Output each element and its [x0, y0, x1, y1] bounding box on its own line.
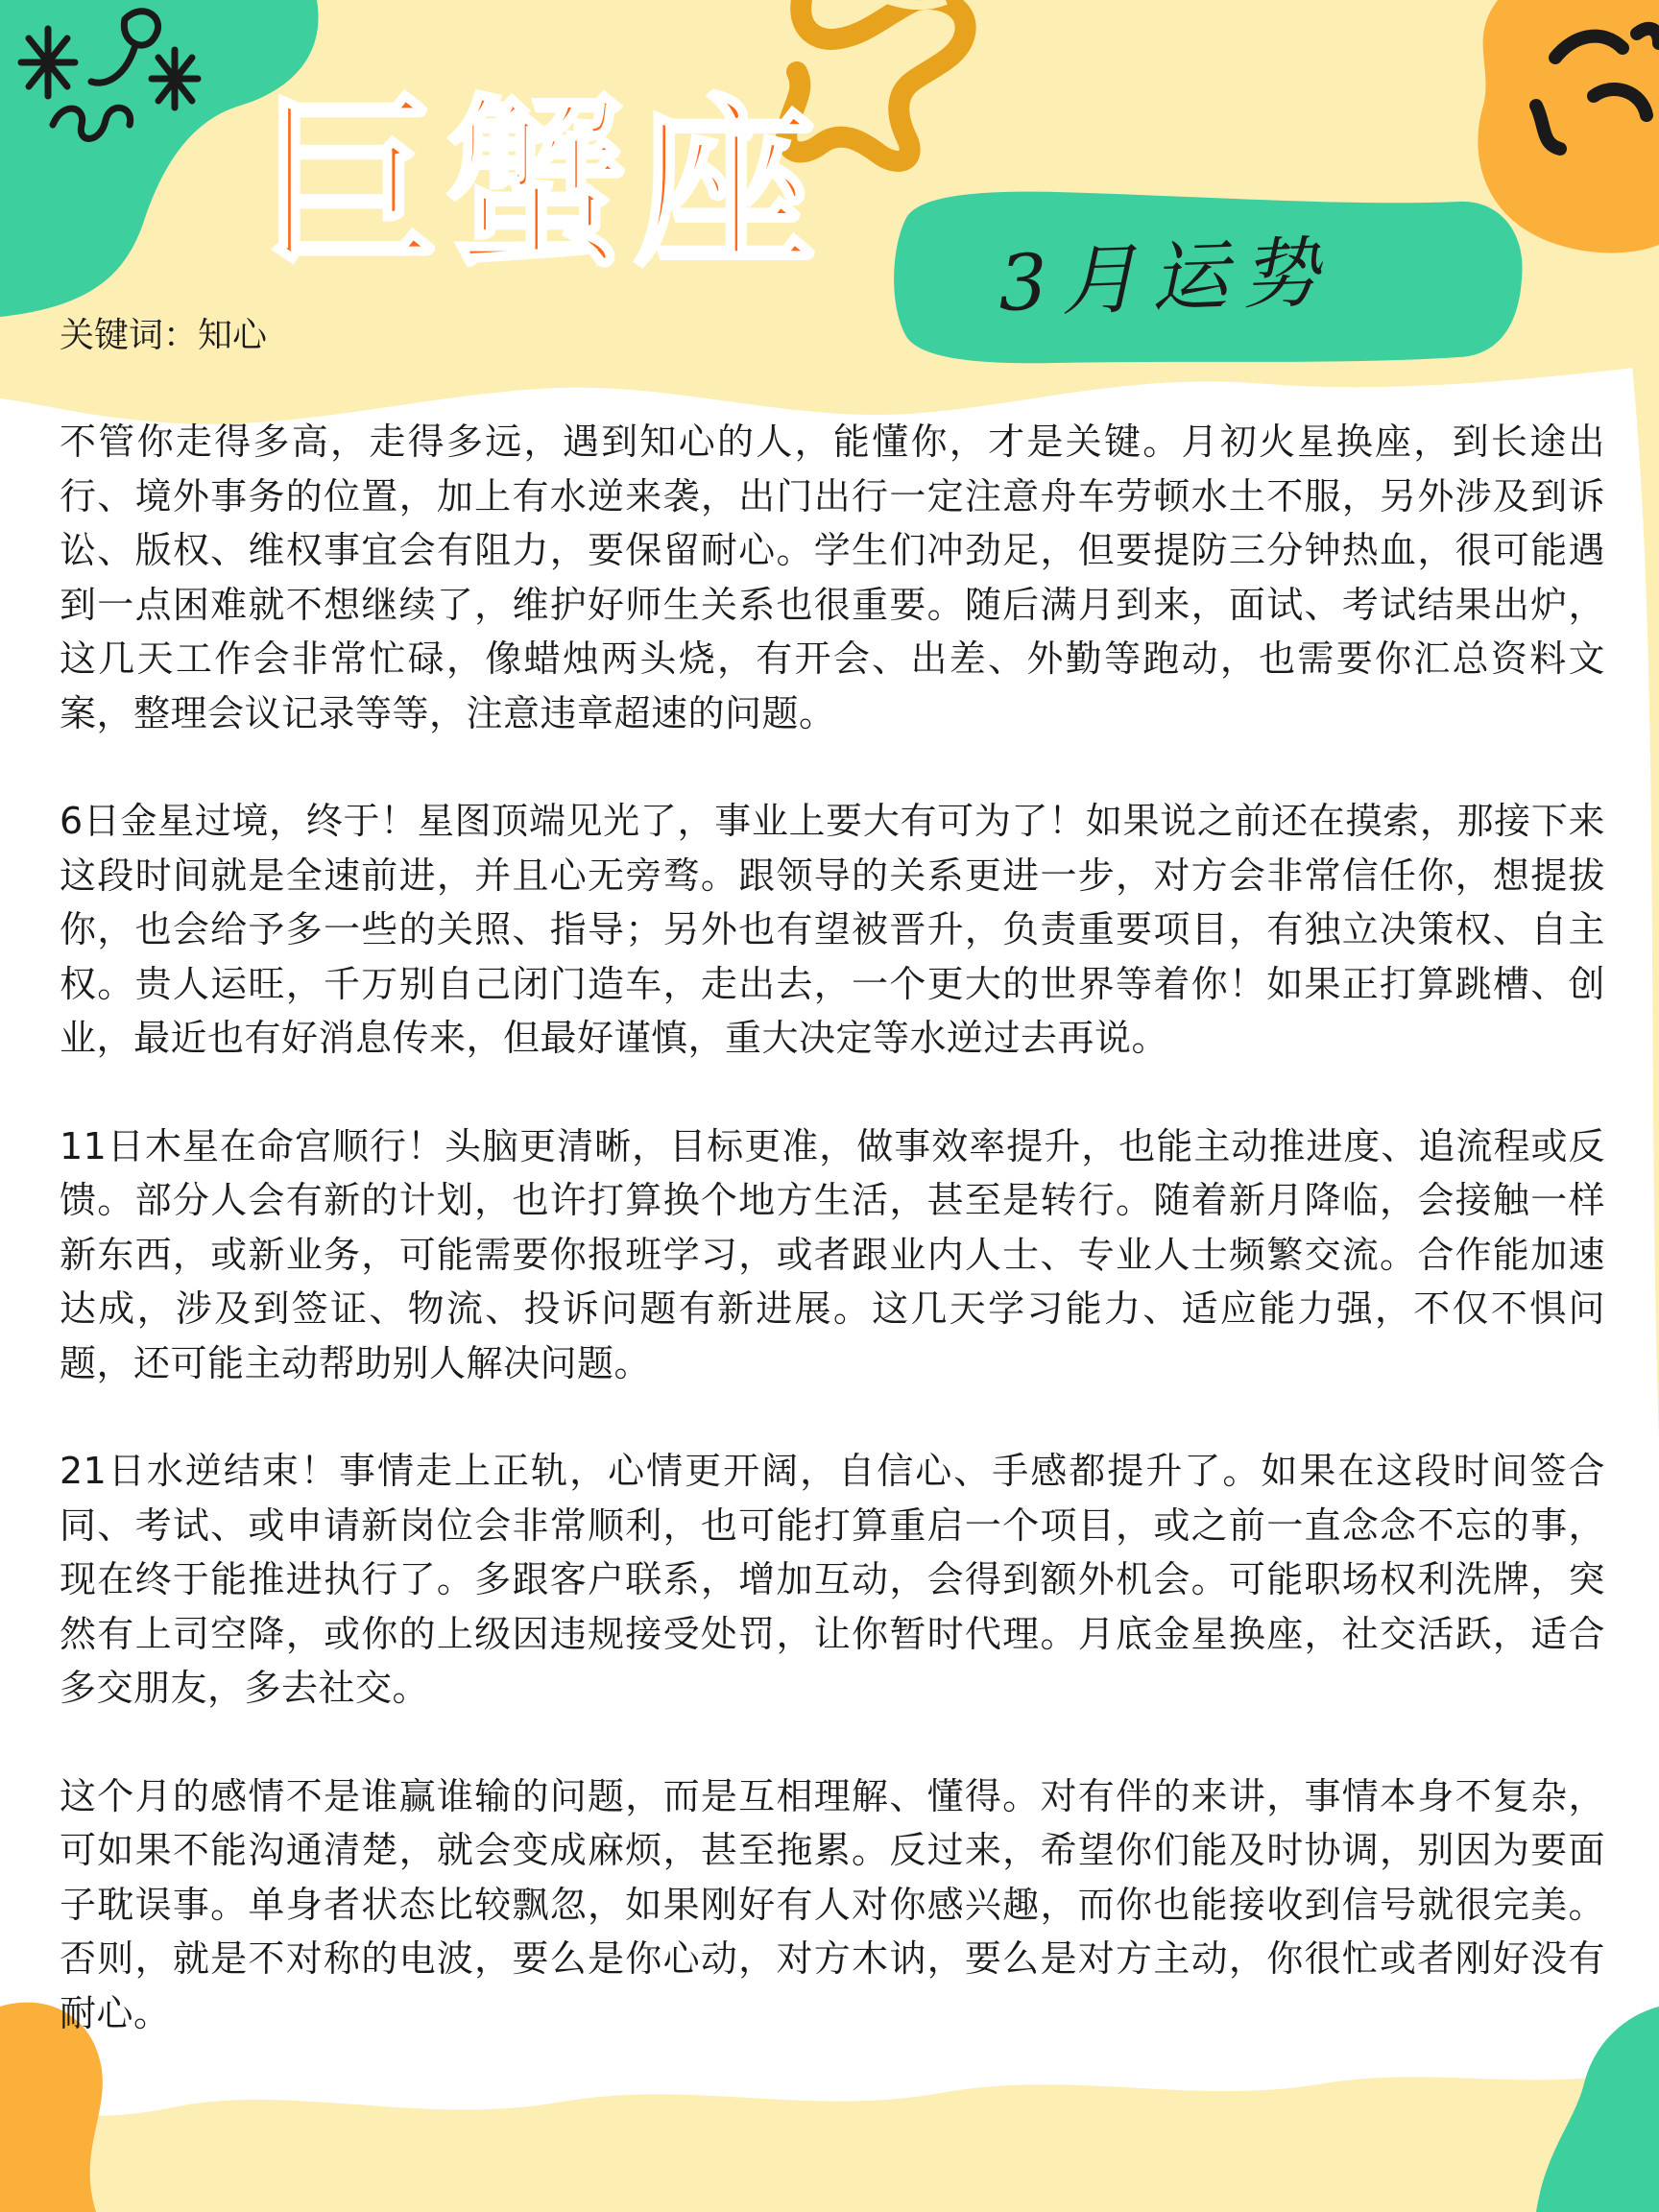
- paragraph-4: 21日水逆结束！事情走上正轨，心情更开阔，自信心、手感都提升了。如果在这段时间签合同、考试、或申请新岗位会非常顺利，也可能打算重启一个项目，或之前一直念念不忘的事，现在终于能推进执行了。多跟客户联系，增加互动，会得到额外机会。可能职场权利洗牌，突然有上司空降，或你的上级因违规接受处罚，让你暂时代理。月底金星换座，社交活跃，适合多交朋友，多去社交。: [60, 1450, 1605, 1709]
- article-body: [60, 415, 1605, 2094]
- paragraph-1: 不管你走得多高，走得多远，遇到知心的人，能懂你，才是关键。月初火星换座，到长途出行、境外事务的位置，加上有水逆来袭，出门出行一定注意舟车劳顿水土不服，另外涉及到诉讼、版权、维权事宜会有阻力，要保留耐心。学生们冲劲足，但要提防三分钟热血，很可能遇到一点困难就不想继续了，维护好师生关系也很重要。随后满月到来，面试、考试结果出炉，这几天工作会非常忙碌，像蜡烛两头烧，有开会、出差、外勤等跑动，也需要你汇总资料文案，整理会议记录等等，注意违章超速的问题。: [60, 421, 1605, 734]
- paragraph-2: 6日金星过境，终于！星图顶端见光了，事业上要大有可为了！如果说之前还在摸索，那接下来这段时间就是全速前进，并且心无旁骛。跟领导的关系更进一步，对方会非常信任你，想提拔你，也会给予多一些的关照、指导；另外也有望被晋升，负责重要项目，有独立决策权、自主权。贵人运旺，千万别自己闭门造车，走出去，一个更大的世界等着你！如果正打算跳槽、创业，最近也有好消息传来，但最好谨慎，重大决定等水逆过去再说。: [60, 800, 1605, 1059]
- subtitle-month-fortune: 3月运势: [997, 227, 1334, 329]
- cream-right-strip: [1632, 365, 1659, 1440]
- asterisk-doodle-1: [21, 29, 75, 96]
- page-title: 巨蟹座: [257, 79, 823, 291]
- paragraph-3: 11日木星在命宫顺行！头脑更清晰，目标更准，做事效率提升，也能主动推进度、追流程或反馈。部分人会有新的计划，也许打算换个地方生活，甚至是转行。随着新月降临，会接触一样新东西，或新业务，可能需要你报班学习，或者跟业内人士、专业人士频繁交流。合作能加速达成，涉及到签证、物流、投诉问题有新进展。这几天学习能力、适应能力强，不仅不惧问题，还可能主动帮助别人解决问题。: [60, 1124, 1605, 1384]
- asterisk-doodle-2: [152, 50, 198, 108]
- paragraph-5: 这个月的感情不是谁赢谁输的问题，而是互相理解、懂得。对有伴的来讲，事情本身不复杂，可如果不能沟通清楚，就会变成麻烦，甚至拖累。反过来，希望你们能及时协调，别因为要面子耽误事。单身者状态比较飘忽，如果刚好有人对你感兴趣，而你也能接收到信号就很完美。否则，就是不对称的电波，要么是你心动，对方木讷，要么是对方主动，你很忙或者刚好没有耐心。: [60, 1774, 1605, 2034]
- keyword-line: 关键词：知心: [60, 316, 268, 355]
